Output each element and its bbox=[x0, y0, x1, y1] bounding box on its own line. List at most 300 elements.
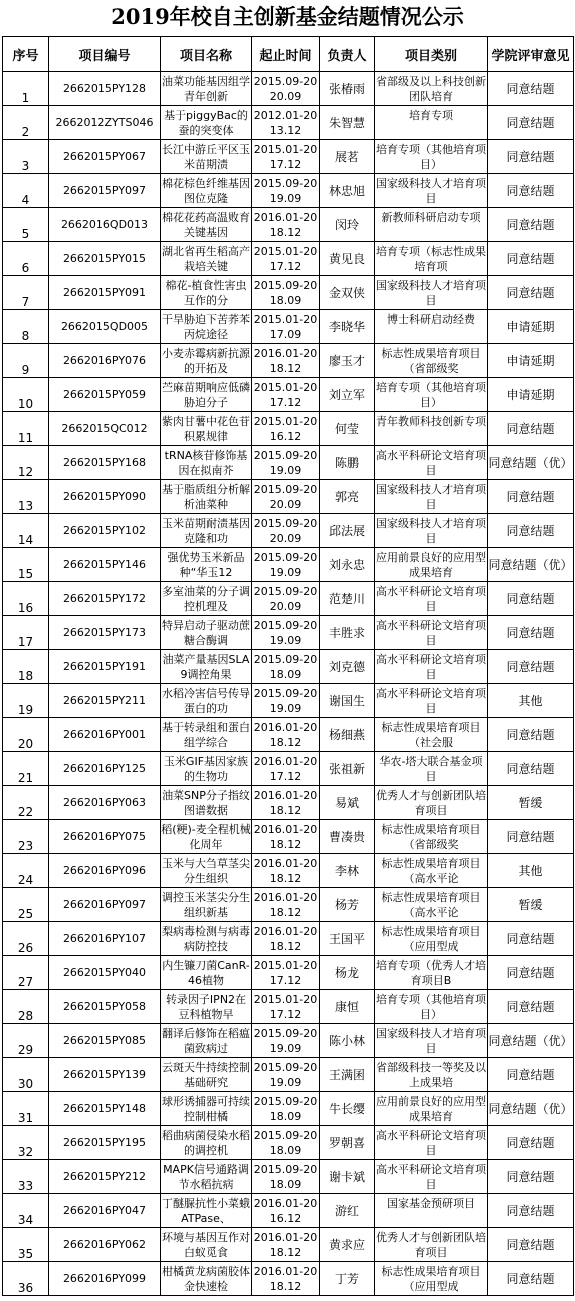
cell-no: 34 bbox=[3, 1194, 49, 1228]
cell-code: 2662016PY062 bbox=[49, 1228, 161, 1262]
cell-name bbox=[161, 242, 252, 276]
cell-period-text: 2016.01-2018.12 bbox=[253, 210, 318, 239]
cell-name-text: 苎麻苗期响应低磷胁迫分子 bbox=[162, 380, 250, 409]
cell-name-text: 基于脂质组分析解析油菜种 bbox=[162, 482, 250, 511]
cell-name bbox=[161, 514, 252, 548]
cell-opinion: 申请延期 bbox=[488, 310, 574, 344]
cell-period-text: 2016.01-2018.12 bbox=[253, 890, 318, 919]
cell-code: 2662015PY173 bbox=[49, 616, 161, 650]
cell-type-text: 高水平科研论文培育项目 bbox=[376, 584, 486, 613]
cell-name bbox=[161, 140, 252, 174]
cell-no: 13 bbox=[3, 480, 49, 514]
cell-type-text: 应用前景良好的应用型成果培育 bbox=[376, 1094, 486, 1123]
cell-name bbox=[161, 752, 252, 786]
header-lead: 负责人 bbox=[320, 37, 375, 72]
cell-lead: 游红 bbox=[320, 1194, 375, 1228]
cell-period bbox=[252, 446, 320, 480]
table-row bbox=[3, 922, 574, 956]
table-row bbox=[3, 1092, 574, 1126]
cell-type-text: 省部级科技一等奖及以上成果培 bbox=[376, 1060, 486, 1089]
cell-type bbox=[375, 344, 488, 378]
cell-type-text: 优秀人才与创新团队培育项目 bbox=[376, 788, 486, 817]
cell-opinion: 同意结题（优） bbox=[488, 548, 574, 582]
cell-code: 2662012ZYTS046 bbox=[49, 106, 161, 140]
cell-name-text: 球形诱捕器可持续控制柑橘 bbox=[162, 1094, 250, 1123]
cell-lead: 王满囷 bbox=[320, 1058, 375, 1092]
cell-name bbox=[161, 548, 252, 582]
table-row bbox=[3, 990, 574, 1024]
cell-code: 2662015PY148 bbox=[49, 1092, 161, 1126]
cell-lead: 张祖新 bbox=[320, 752, 375, 786]
cell-opinion: 其他 bbox=[488, 854, 574, 888]
cell-name bbox=[161, 106, 252, 140]
cell-no: 23 bbox=[3, 820, 49, 854]
cell-name bbox=[161, 276, 252, 310]
table-row bbox=[3, 1126, 574, 1160]
cell-no: 26 bbox=[3, 922, 49, 956]
cell-type bbox=[375, 990, 488, 1024]
cell-period-text: 2015.09-2019.09 bbox=[253, 550, 318, 579]
cell-name-text: 玉米与大刍草茎尖分生组织 bbox=[162, 856, 250, 885]
cell-code: 2662015PY212 bbox=[49, 1160, 161, 1194]
cell-opinion: 同意结题（优） bbox=[488, 446, 574, 480]
cell-type bbox=[375, 1228, 488, 1262]
cell-code: 2662016PY099 bbox=[49, 1262, 161, 1296]
cell-name bbox=[161, 854, 252, 888]
cell-lead: 展茗 bbox=[320, 140, 375, 174]
cell-no: 8 bbox=[3, 310, 49, 344]
cell-code: 2662016PY107 bbox=[49, 922, 161, 956]
cell-lead: 陈鹏 bbox=[320, 446, 375, 480]
cell-opinion: 同意结题 bbox=[488, 1160, 574, 1194]
cell-no: 22 bbox=[3, 786, 49, 820]
cell-name bbox=[161, 718, 252, 752]
cell-name bbox=[161, 208, 252, 242]
table-row bbox=[3, 582, 574, 616]
cell-type bbox=[375, 140, 488, 174]
cell-name bbox=[161, 310, 252, 344]
cell-lead: 邱法展 bbox=[320, 514, 375, 548]
cell-opinion: 暂缓 bbox=[488, 888, 574, 922]
cell-name bbox=[161, 820, 252, 854]
cell-no: 7 bbox=[3, 276, 49, 310]
cell-type bbox=[375, 1160, 488, 1194]
table-row bbox=[3, 650, 574, 684]
cell-period bbox=[252, 106, 320, 140]
cell-period bbox=[252, 514, 320, 548]
cell-period-text: 2015.01-2017.12 bbox=[253, 380, 318, 409]
cell-name bbox=[161, 616, 252, 650]
cell-code: 2662015PY172 bbox=[49, 582, 161, 616]
cell-type bbox=[375, 446, 488, 480]
cell-opinion: 同意结题（优） bbox=[488, 1092, 574, 1126]
cell-type bbox=[375, 310, 488, 344]
cell-type bbox=[375, 1058, 488, 1092]
cell-type-text: 国家基金预研项目 bbox=[387, 1196, 475, 1210]
cell-type-text: 标志性成果培育项目（应用型成 bbox=[381, 1264, 481, 1293]
cell-no: 28 bbox=[3, 990, 49, 1024]
cell-type-text: 培育专项（其他培育项目） bbox=[376, 142, 486, 171]
cell-type bbox=[375, 888, 488, 922]
cell-name-text: 玉米苗期耐渍基因克隆和功 bbox=[162, 516, 250, 545]
cell-no: 18 bbox=[3, 650, 49, 684]
cell-name bbox=[161, 1126, 252, 1160]
cell-period bbox=[252, 72, 320, 106]
cell-opinion: 同意结题 bbox=[488, 140, 574, 174]
cell-opinion: 同意结题 bbox=[488, 276, 574, 310]
cell-type bbox=[375, 786, 488, 820]
cell-period bbox=[252, 1228, 320, 1262]
cell-type bbox=[375, 1092, 488, 1126]
cell-lead: 杨龙 bbox=[320, 956, 375, 990]
cell-no: 36 bbox=[3, 1262, 49, 1296]
cell-name-text: 油菜产量基因SLA9调控角果 bbox=[162, 652, 250, 681]
cell-lead: 谢卡斌 bbox=[320, 1160, 375, 1194]
cell-code: 2662015PY139 bbox=[49, 1058, 161, 1092]
cell-code: 2662016PY097 bbox=[49, 888, 161, 922]
cell-no: 6 bbox=[3, 242, 49, 276]
table-row bbox=[3, 344, 574, 378]
cell-name bbox=[161, 480, 252, 514]
cell-code: 2662015PY211 bbox=[49, 684, 161, 718]
cell-type-text: 高水平科研论文培育项目 bbox=[376, 1162, 486, 1191]
cell-name-text: 环境与基因互作对白蚁觅食 bbox=[162, 1230, 250, 1259]
cell-name bbox=[161, 446, 252, 480]
cell-type-text: 新教师科研启动专项 bbox=[381, 210, 481, 224]
cell-code: 2662015PY085 bbox=[49, 1024, 161, 1058]
cell-code: 2662015PY146 bbox=[49, 548, 161, 582]
cell-no: 1 bbox=[3, 72, 49, 106]
cell-period bbox=[252, 1092, 320, 1126]
cell-period-text: 2015.01-2017.09 bbox=[253, 312, 318, 341]
cell-code: 2662016PY047 bbox=[49, 1194, 161, 1228]
cell-type-text: 国家级科技人才培育项目 bbox=[376, 176, 486, 205]
cell-name-text: 稻曲病菌侵染水稻的调控机 bbox=[162, 1128, 250, 1157]
cell-name bbox=[161, 344, 252, 378]
table-row bbox=[3, 718, 574, 752]
cell-no: 19 bbox=[3, 684, 49, 718]
cell-code: 2662015PY059 bbox=[49, 378, 161, 412]
cell-name-text: 梨病毒检测与病毒病防控技 bbox=[162, 924, 250, 953]
cell-lead: 郭亮 bbox=[320, 480, 375, 514]
cell-period-text: 2012.01-2013.12 bbox=[253, 108, 318, 137]
cell-no: 31 bbox=[3, 1092, 49, 1126]
cell-opinion: 同意结题 bbox=[488, 208, 574, 242]
header-code: 项目编号 bbox=[49, 37, 161, 72]
cell-lead: 廖玉才 bbox=[320, 344, 375, 378]
cell-type-text: 标志性成果培育项目（社会服 bbox=[381, 720, 481, 749]
cell-period-text: 2016.01-2018.12 bbox=[253, 924, 318, 953]
cell-period-text: 2015.09-2018.09 bbox=[253, 1094, 318, 1123]
cell-period-text: 2016.01-2016.12 bbox=[253, 1196, 318, 1225]
cell-name-text: 油菜功能基因组学青年创新 bbox=[162, 74, 250, 103]
cell-period-text: 2015.01-2017.12 bbox=[253, 142, 318, 171]
cell-name-text: 棉花棕色纤维基因图位克隆 bbox=[162, 176, 250, 205]
cell-type bbox=[375, 276, 488, 310]
cell-no: 4 bbox=[3, 174, 49, 208]
cell-period bbox=[252, 174, 320, 208]
cell-code: 2662015PY058 bbox=[49, 990, 161, 1024]
cell-period bbox=[252, 480, 320, 514]
cell-name-text: 紫肉甘薯中花色苷积累规律 bbox=[162, 414, 250, 443]
cell-name-text: 基于转录组和蛋白组学综合 bbox=[162, 720, 250, 749]
cell-opinion: 同意结题 bbox=[488, 174, 574, 208]
table-row bbox=[3, 208, 574, 242]
cell-no: 12 bbox=[3, 446, 49, 480]
cell-lead: 闵玲 bbox=[320, 208, 375, 242]
cell-opinion: 同意结题 bbox=[488, 718, 574, 752]
cell-type-text: 高水平科研论文培育项目 bbox=[376, 652, 486, 681]
cell-period bbox=[252, 1058, 320, 1092]
cell-period bbox=[252, 1160, 320, 1194]
cell-name-text: 基于piggyBac的蚕的突变体 bbox=[164, 108, 248, 137]
cell-type-text: 国家级科技人才培育项目 bbox=[376, 482, 486, 511]
cell-type-text: 培育专项（优秀人才培育项目B bbox=[376, 958, 486, 987]
cell-no: 17 bbox=[3, 616, 49, 650]
cell-code: 2662015PY015 bbox=[49, 242, 161, 276]
cell-period bbox=[252, 718, 320, 752]
cell-type bbox=[375, 752, 488, 786]
cell-type-text: 培育专项 bbox=[409, 108, 453, 122]
cell-type bbox=[375, 1194, 488, 1228]
table-row bbox=[3, 276, 574, 310]
cell-no: 24 bbox=[3, 854, 49, 888]
table-row bbox=[3, 106, 574, 140]
cell-type bbox=[375, 922, 488, 956]
cell-period bbox=[252, 990, 320, 1024]
cell-opinion: 同意结题 bbox=[488, 752, 574, 786]
table-row bbox=[3, 514, 574, 548]
cell-name bbox=[161, 888, 252, 922]
cell-type bbox=[375, 684, 488, 718]
table-row bbox=[3, 684, 574, 718]
cell-name-text: 玉米GIF基因家族的生物功 bbox=[163, 754, 249, 783]
cell-period-text: 2015.09-2019.09 bbox=[253, 1026, 318, 1055]
cell-period bbox=[252, 276, 320, 310]
cell-no: 20 bbox=[3, 718, 49, 752]
cell-type-text: 国家级科技人才培育项目 bbox=[376, 278, 486, 307]
cell-lead: 罗朝喜 bbox=[320, 1126, 375, 1160]
cell-type bbox=[375, 718, 488, 752]
cell-name-text: 调控玉米茎尖分生组织新基 bbox=[162, 890, 250, 919]
cell-code: 2662016PY076 bbox=[49, 344, 161, 378]
cell-opinion: 同意结题 bbox=[488, 650, 574, 684]
table-row bbox=[3, 72, 574, 106]
cell-name-text: 干旱胁迫下苦荞苯丙烷途径 bbox=[162, 312, 250, 341]
cell-opinion: 申请延期 bbox=[488, 378, 574, 412]
table-row bbox=[3, 786, 574, 820]
cell-name-text: 特异启动子驱动蔗糖合酶调 bbox=[162, 618, 250, 647]
cell-period bbox=[252, 1262, 320, 1296]
table-row bbox=[3, 888, 574, 922]
cell-period-text: 2016.01-2018.12 bbox=[253, 856, 318, 885]
cell-code: 2662015PY040 bbox=[49, 956, 161, 990]
cell-name-text: 内生镰刀菌CanR-46植物 bbox=[162, 958, 250, 987]
cell-no: 32 bbox=[3, 1126, 49, 1160]
cell-period-text: 2015.09-2018.09 bbox=[253, 1128, 318, 1157]
cell-name-text: 湖北省再生稻高产栽培关键 bbox=[162, 244, 250, 273]
cell-lead: 李晓华 bbox=[320, 310, 375, 344]
cell-lead: 杨芳 bbox=[320, 888, 375, 922]
cell-type bbox=[375, 616, 488, 650]
cell-code: 2662016PY096 bbox=[49, 854, 161, 888]
cell-name-text: 油菜SNP分子指纹图谱数据 bbox=[162, 788, 250, 817]
cell-no: 10 bbox=[3, 378, 49, 412]
cell-lead: 谢国生 bbox=[320, 684, 375, 718]
cell-period bbox=[252, 1024, 320, 1058]
cell-period bbox=[252, 1126, 320, 1160]
cell-code: 2662015PY168 bbox=[49, 446, 161, 480]
cell-no: 15 bbox=[3, 548, 49, 582]
cell-period bbox=[252, 412, 320, 446]
cell-name-text: 水稻冷害信号传导蛋白的功 bbox=[162, 686, 250, 715]
table-row bbox=[3, 1194, 574, 1228]
cell-type-text: 应用前景良好的应用型成果培育 bbox=[376, 550, 486, 579]
cell-opinion: 暂缓 bbox=[488, 786, 574, 820]
cell-no: 21 bbox=[3, 752, 49, 786]
cell-type bbox=[375, 1126, 488, 1160]
cell-type-text: 培育专项（其他培育项目） bbox=[376, 992, 486, 1021]
cell-type-text: 培育专项（其他培育项目） bbox=[376, 380, 486, 409]
table-row bbox=[3, 956, 574, 990]
cell-opinion: 其他 bbox=[488, 684, 574, 718]
table-row bbox=[3, 752, 574, 786]
cell-period-text: 2015.09-2019.09 bbox=[253, 686, 318, 715]
cell-period bbox=[252, 378, 320, 412]
cell-opinion: 同意结题 bbox=[488, 922, 574, 956]
cell-name bbox=[161, 1024, 252, 1058]
cell-name-text: tRNA核苷修饰基因在拟南芥 bbox=[164, 448, 248, 477]
cell-opinion: 同意结题 bbox=[488, 582, 574, 616]
cell-name-text: 强优势玉米新品种“华玉12 bbox=[167, 550, 245, 579]
header-type: 项目类别 bbox=[375, 37, 488, 72]
table-row bbox=[3, 378, 574, 412]
cell-name-text: 稻(粳)-麦全程机械化周年 bbox=[161, 822, 251, 851]
cell-type-text: 高水平科研论文培育项目 bbox=[376, 448, 486, 477]
cell-no: 11 bbox=[3, 412, 49, 446]
results-table bbox=[2, 36, 574, 1296]
cell-name bbox=[161, 650, 252, 684]
cell-no: 14 bbox=[3, 514, 49, 548]
table-row bbox=[3, 616, 574, 650]
cell-period-text: 2015.09-2020.09 bbox=[253, 584, 318, 613]
cell-type bbox=[375, 208, 488, 242]
cell-name bbox=[161, 1092, 252, 1126]
cell-type-text: 国家级科技人才培育项目 bbox=[376, 516, 486, 545]
cell-period-text: 2015.09-2020.09 bbox=[253, 74, 318, 103]
cell-no: 3 bbox=[3, 140, 49, 174]
table-row bbox=[3, 412, 574, 446]
header-opinion: 学院评审意见 bbox=[488, 37, 574, 72]
cell-type-text: 高水平科研论文培育项目 bbox=[376, 618, 486, 647]
cell-period-text: 2015.09-2020.09 bbox=[253, 482, 318, 511]
cell-lead: 王国平 bbox=[320, 922, 375, 956]
cell-period-text: 2015.09-2019.09 bbox=[253, 448, 318, 477]
cell-lead: 陈小林 bbox=[320, 1024, 375, 1058]
cell-name bbox=[161, 956, 252, 990]
cell-lead: 何莹 bbox=[320, 412, 375, 446]
cell-type-text: 省部级及以上科技创新团队培育 bbox=[376, 74, 486, 103]
cell-period-text: 2015.09-2018.09 bbox=[253, 278, 318, 307]
cell-opinion: 同意结题 bbox=[488, 1058, 574, 1092]
cell-type bbox=[375, 854, 488, 888]
cell-lead: 朱智慧 bbox=[320, 106, 375, 140]
cell-period bbox=[252, 786, 320, 820]
cell-code: 2662015PY128 bbox=[49, 72, 161, 106]
cell-period bbox=[252, 820, 320, 854]
cell-type-text: 高水平科研论文培育项目 bbox=[376, 686, 486, 715]
cell-opinion: 同意结题 bbox=[488, 514, 574, 548]
header-period: 起止时间 bbox=[252, 37, 320, 72]
cell-code: 2662015QD005 bbox=[49, 310, 161, 344]
cell-type-text: 标志性成果培育项目（高水平论 bbox=[381, 856, 481, 885]
cell-type-text: 博士科研启动经费 bbox=[387, 312, 475, 326]
cell-period-text: 2015.09-2018.09 bbox=[253, 652, 318, 681]
cell-period bbox=[252, 1194, 320, 1228]
cell-lead: 牛长缨 bbox=[320, 1092, 375, 1126]
cell-opinion: 同意结题 bbox=[488, 1262, 574, 1296]
cell-code: 2662015PY102 bbox=[49, 514, 161, 548]
cell-lead: 黄求应 bbox=[320, 1228, 375, 1262]
cell-type bbox=[375, 956, 488, 990]
cell-name bbox=[161, 922, 252, 956]
cell-name bbox=[161, 1160, 252, 1194]
cell-code: 2662016PY125 bbox=[49, 752, 161, 786]
cell-code: 2662015PY091 bbox=[49, 276, 161, 310]
cell-lead: 易斌 bbox=[320, 786, 375, 820]
table-row bbox=[3, 820, 574, 854]
header-row bbox=[3, 37, 574, 72]
cell-period bbox=[252, 548, 320, 582]
cell-type-text: 青年教师科技创新专项 bbox=[376, 414, 486, 428]
cell-name-text: MAPK信号通路调节水稻抗病 bbox=[163, 1162, 249, 1191]
cell-name-text: 柑橘黄龙病菌胶体金快速检 bbox=[162, 1264, 250, 1293]
cell-lead: 黄见良 bbox=[320, 242, 375, 276]
cell-lead: 张椿雨 bbox=[320, 72, 375, 106]
cell-type bbox=[375, 72, 488, 106]
cell-name-text: 转录因子IPN2在豆科植物早 bbox=[165, 992, 247, 1021]
cell-type bbox=[375, 548, 488, 582]
cell-period-text: 2016.01-2018.12 bbox=[253, 1230, 318, 1259]
cell-period bbox=[252, 888, 320, 922]
cell-period-text: 2015.09-2019.09 bbox=[253, 1060, 318, 1089]
cell-no: 33 bbox=[3, 1160, 49, 1194]
cell-code: 2662015PY097 bbox=[49, 174, 161, 208]
cell-type bbox=[375, 582, 488, 616]
cell-name bbox=[161, 990, 252, 1024]
cell-opinion: 同意结题 bbox=[488, 956, 574, 990]
cell-lead: 范楚川 bbox=[320, 582, 375, 616]
cell-name bbox=[161, 1262, 252, 1296]
table-row bbox=[3, 1262, 574, 1296]
cell-lead: 康恒 bbox=[320, 990, 375, 1024]
cell-lead: 金双侠 bbox=[320, 276, 375, 310]
cell-type-text: 标志性成果培育项目（应用型成 bbox=[381, 924, 481, 953]
table-row bbox=[3, 242, 574, 276]
cell-code: 2662016QD013 bbox=[49, 208, 161, 242]
cell-code: 2662015PY195 bbox=[49, 1126, 161, 1160]
cell-period bbox=[252, 956, 320, 990]
table-row bbox=[3, 480, 574, 514]
cell-opinion: 同意结题 bbox=[488, 990, 574, 1024]
cell-period-text: 2016.01-2018.12 bbox=[253, 788, 318, 817]
page-title: 2019年校自主创新基金结题情况公示 bbox=[111, 4, 464, 29]
cell-period bbox=[252, 616, 320, 650]
cell-no: 2 bbox=[3, 106, 49, 140]
cell-period-text: 2016.01-2017.12 bbox=[253, 754, 318, 783]
cell-period bbox=[252, 684, 320, 718]
cell-type bbox=[375, 820, 488, 854]
